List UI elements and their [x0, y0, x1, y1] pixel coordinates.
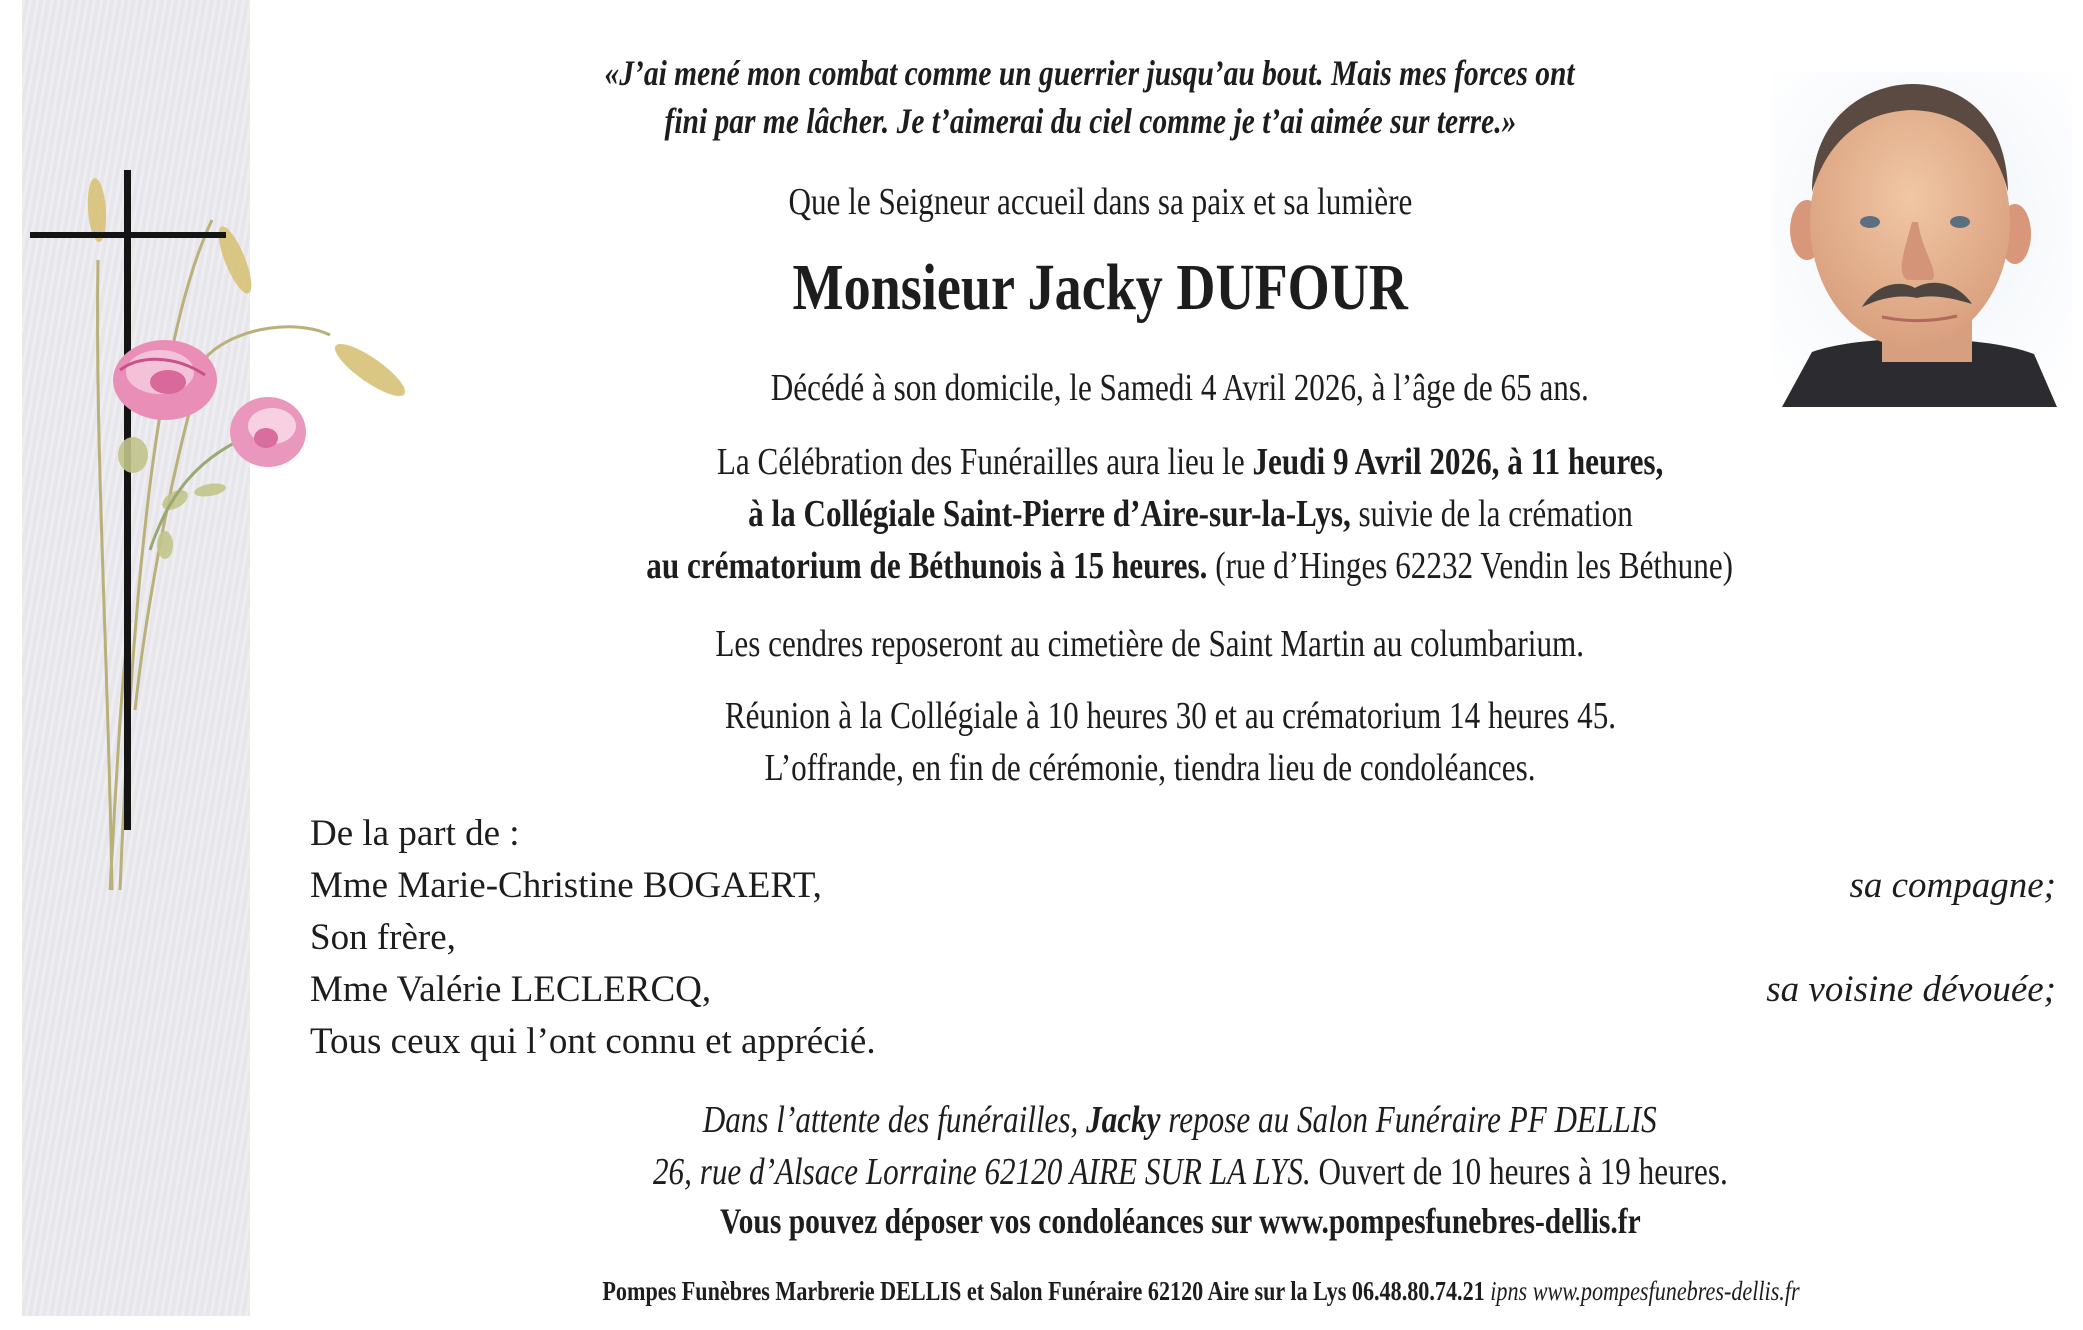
portrait-photo	[1772, 72, 2072, 407]
family-member-row	[310, 912, 2060, 964]
salon-opening-hours: Ouvert de 10 heures à 19 heures.	[1310, 1151, 1728, 1193]
family-member-name: Mme Marie-Christine BOGAERT,	[310, 865, 822, 906]
visitation-first-name: Jacky	[1086, 1099, 1161, 1141]
blessing-line	[600, 180, 1600, 224]
gathering-statement	[500, 694, 1840, 738]
condolences-website-text[interactable]: Vous pouvez déposer vos condoléances sur www.pompesfunebres-dellis.fr	[719, 1201, 1641, 1241]
epitaph-quote-text-2: fini par me lâcher. Je t’aimerai du ciel comme je t’ai aimée sur terre.»	[664, 101, 1516, 141]
ceremony-line-2	[370, 492, 2010, 536]
visitation-salon-text: repose au Salon Funéraire PF DELLIS	[1160, 1099, 1657, 1141]
deceased-name-heading	[600, 250, 1600, 326]
family-member-name: Son frère,	[310, 917, 456, 958]
wheat-stems-icon	[98, 220, 330, 890]
salon-address: 26, rue d’Alsace Lorraine 62120 AIRE SUR LA LYS.	[652, 1151, 1311, 1193]
visitation-line-2	[400, 1150, 1980, 1194]
ceremony-line-3	[370, 544, 2010, 588]
crematorium-time: au crématorium de Béthunois à 15 heures.	[646, 545, 1208, 587]
death-statement-text: Décédé à son domicile, le Samedi 4 Avril 2026, à l’âge de 65 ans.	[770, 367, 1590, 409]
rose-icon	[113, 340, 217, 420]
offering-text: L’offrande, en fin de cérémonie, tiendra lieu de condoléances.	[764, 747, 1536, 789]
epitaph-quote-line-2	[380, 100, 1800, 142]
family-intro-text: De la part de :	[310, 813, 520, 854]
death-statement	[560, 366, 1800, 410]
condolences-line	[400, 1200, 1960, 1242]
cremation-intro-text: suivie de la crémation	[1350, 493, 1633, 535]
rose-icon-small	[230, 397, 306, 467]
offering-statement	[500, 746, 1800, 790]
visitation-intro-text: Dans l’attente des funérailles,	[703, 1099, 1087, 1141]
gathering-text: Réunion à la Collégiale à 10 heures 30 et au crématorium 14 heures 45.	[724, 695, 1616, 737]
ceremony-intro-text: La Célébration des Funérailles aura lieu le	[716, 441, 1253, 483]
family-member-name: Mme Valérie LECLERCQ,	[310, 969, 712, 1010]
family-member-row	[310, 860, 2060, 912]
visitation-line-1	[400, 1098, 1960, 1142]
ashes-statement	[500, 622, 1800, 666]
cross-icon	[30, 170, 226, 830]
footer-website-link[interactable]: ipns www.pompesfunebres-dellis.fr	[1490, 1276, 1801, 1306]
ceremony-location: à la Collégiale Saint-Pierre d’Aire-sur-la-Lys,	[747, 493, 1351, 535]
deceased-name-text: Monsieur Jacky DUFOUR	[792, 251, 1408, 324]
family-list	[310, 808, 2060, 1068]
family-member-row	[310, 964, 2060, 1016]
epitaph-quote-line-1	[380, 52, 1800, 94]
family-member-row	[310, 1016, 2060, 1068]
family-member-name: Tous ceux qui l’ont connu et apprécié.	[310, 1021, 876, 1062]
footer-company-line	[320, 1276, 2083, 1307]
family-member-relation: sa voisine dévouée;	[1766, 969, 2056, 1010]
family-member-relation: sa compagne;	[1849, 865, 2056, 906]
footer-company-text: Pompes Funèbres Marbrerie DELLIS et Salon Funéraire 62120 Aire sur la Lys 06.48.80.74.21	[602, 1276, 1491, 1306]
epitaph-quote-text-1: «J’ai mené mon combat comme un guerrier jusqu’au bout. Mais mes forces ont	[604, 53, 1576, 93]
crematorium-address: (rue d’Hinges 62232 Vendin les Béthune)	[1207, 545, 1734, 587]
ceremony-date-time: Jeudi 9 Avril 2026, à 11 heures,	[1252, 441, 1664, 483]
family-intro-row	[310, 808, 2060, 860]
ashes-text: Les cendres reposeront au cimetière de Saint Martin au columbarium.	[715, 623, 1585, 665]
ceremony-line-1	[370, 440, 2010, 484]
blessing-text: Que le Seigneur accueil dans sa paix et sa lumière	[788, 181, 1412, 223]
